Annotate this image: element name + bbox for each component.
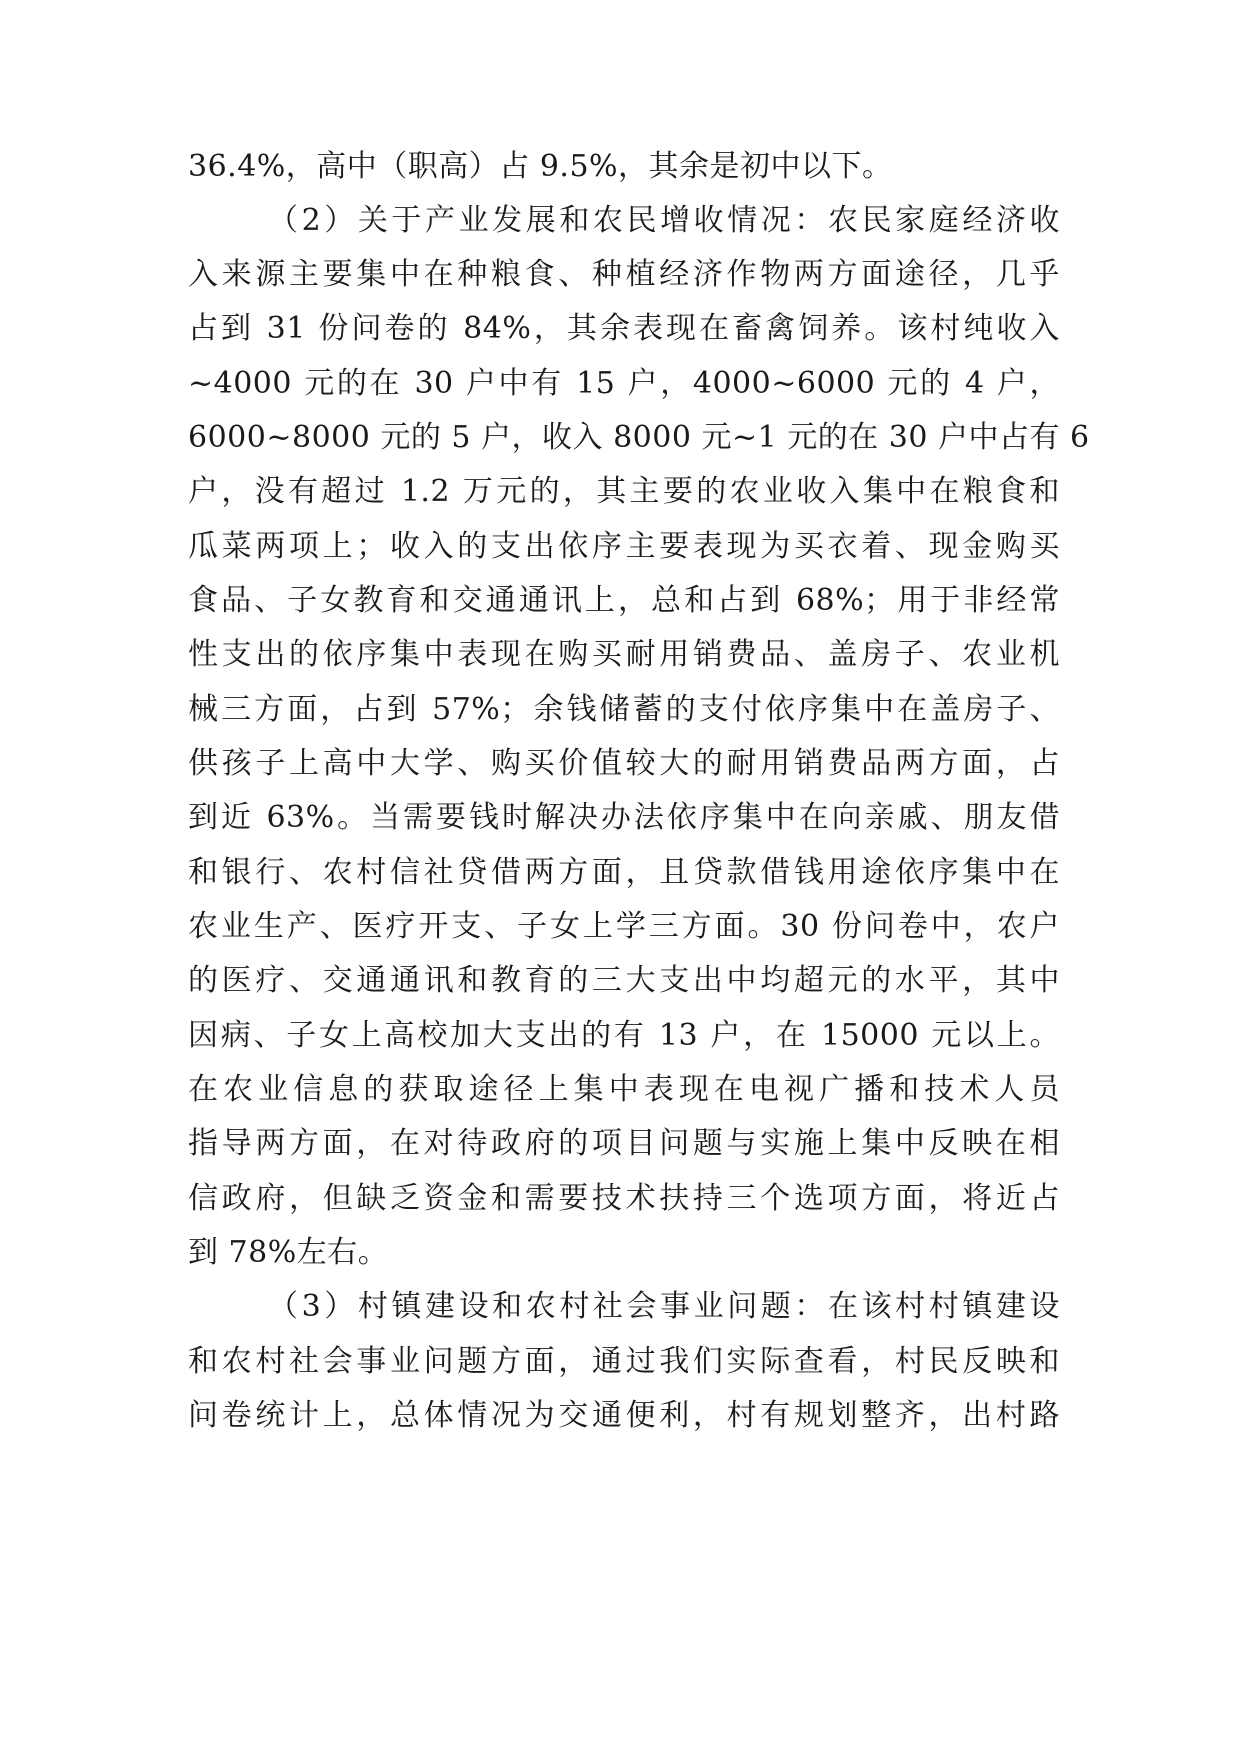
text-line-13: 到近 63%。当需要钱时解决办法依序集中在向亲戚、朋友借 xyxy=(188,800,1060,835)
text-line-14: 和银行、农村信社贷借两方面，且贷款借钱用途依序集中在 xyxy=(188,855,1060,890)
text-line-18: 在农业信息的获取途径上集中表现在电视广播和技术人员 xyxy=(188,1072,1060,1107)
text-line-19: 指导两方面，在对待政府的项目问题与实施上集中反映在相 xyxy=(188,1126,1060,1161)
text-line-17: 因病、子女上高校加大支出的有 13 户，在 15000 元以上。 xyxy=(188,1018,1060,1053)
text-line-7: 户，没有超过 1.2 万元的，其主要的农业收入集中在粮食和 xyxy=(188,474,1060,509)
text-line-23: 和农村社会事业问题方面，通过我们实际查看，村民反映和 xyxy=(188,1344,1060,1379)
text-line-5: ~4000 元的在 30 户中有 15 户，4000~6000 元的 4 户， xyxy=(188,366,1060,401)
text-line-9: 食品、子女教育和交通通讯上，总和占到 68%；用于非经常 xyxy=(188,583,1060,618)
text-line-1: 36.4%，高中（职高）占 9.5%，其余是初中以下。 xyxy=(188,149,893,184)
text-line-22: （3）村镇建设和农村社会事业问题：在该村村镇建设 xyxy=(268,1289,1060,1324)
text-line-2: （2）关于产业发展和农民增收情况：农民家庭经济收 xyxy=(268,203,1060,238)
text-line-3: 入来源主要集中在种粮食、种植经济作物两方面途径，几乎 xyxy=(188,257,1060,292)
text-line-15: 农业生产、医疗开支、子女上学三方面。30 份问卷中，农户 xyxy=(188,909,1060,944)
text-line-8: 瓜菜两项上；收入的支出依序主要表现为买衣着、现金购买 xyxy=(188,529,1060,564)
text-line-10: 性支出的依序集中表现在购买耐用销费品、盖房子、农业机 xyxy=(188,637,1060,672)
text-line-4: 占到 31 份问卷的 84%，其余表现在畜禽饲养。该村纯收入 xyxy=(188,311,1060,346)
text-line-16: 的医疗、交通通讯和教育的三大支出中均超元的水平，其中 xyxy=(188,963,1060,998)
text-line-21: 到 78%左右。 xyxy=(188,1235,389,1270)
text-line-24: 问卷统计上，总体情况为交通便利，村有规划整齐，出村路 xyxy=(188,1398,1060,1433)
text-line-11: 械三方面，占到 57%；余钱储蓄的支付依序集中在盖房子、 xyxy=(188,692,1060,727)
text-line-6: 6000~8000 元的 5 户，收入 8000 元~1 元的在 30 户中占有 6 xyxy=(188,420,1090,455)
text-line-20: 信政府，但缺乏资金和需要技术扶持三个选项方面，将近占 xyxy=(188,1181,1060,1216)
text-line-12: 供孩子上高中大学、购买价值较大的耐用销费品两方面，占 xyxy=(188,746,1060,781)
